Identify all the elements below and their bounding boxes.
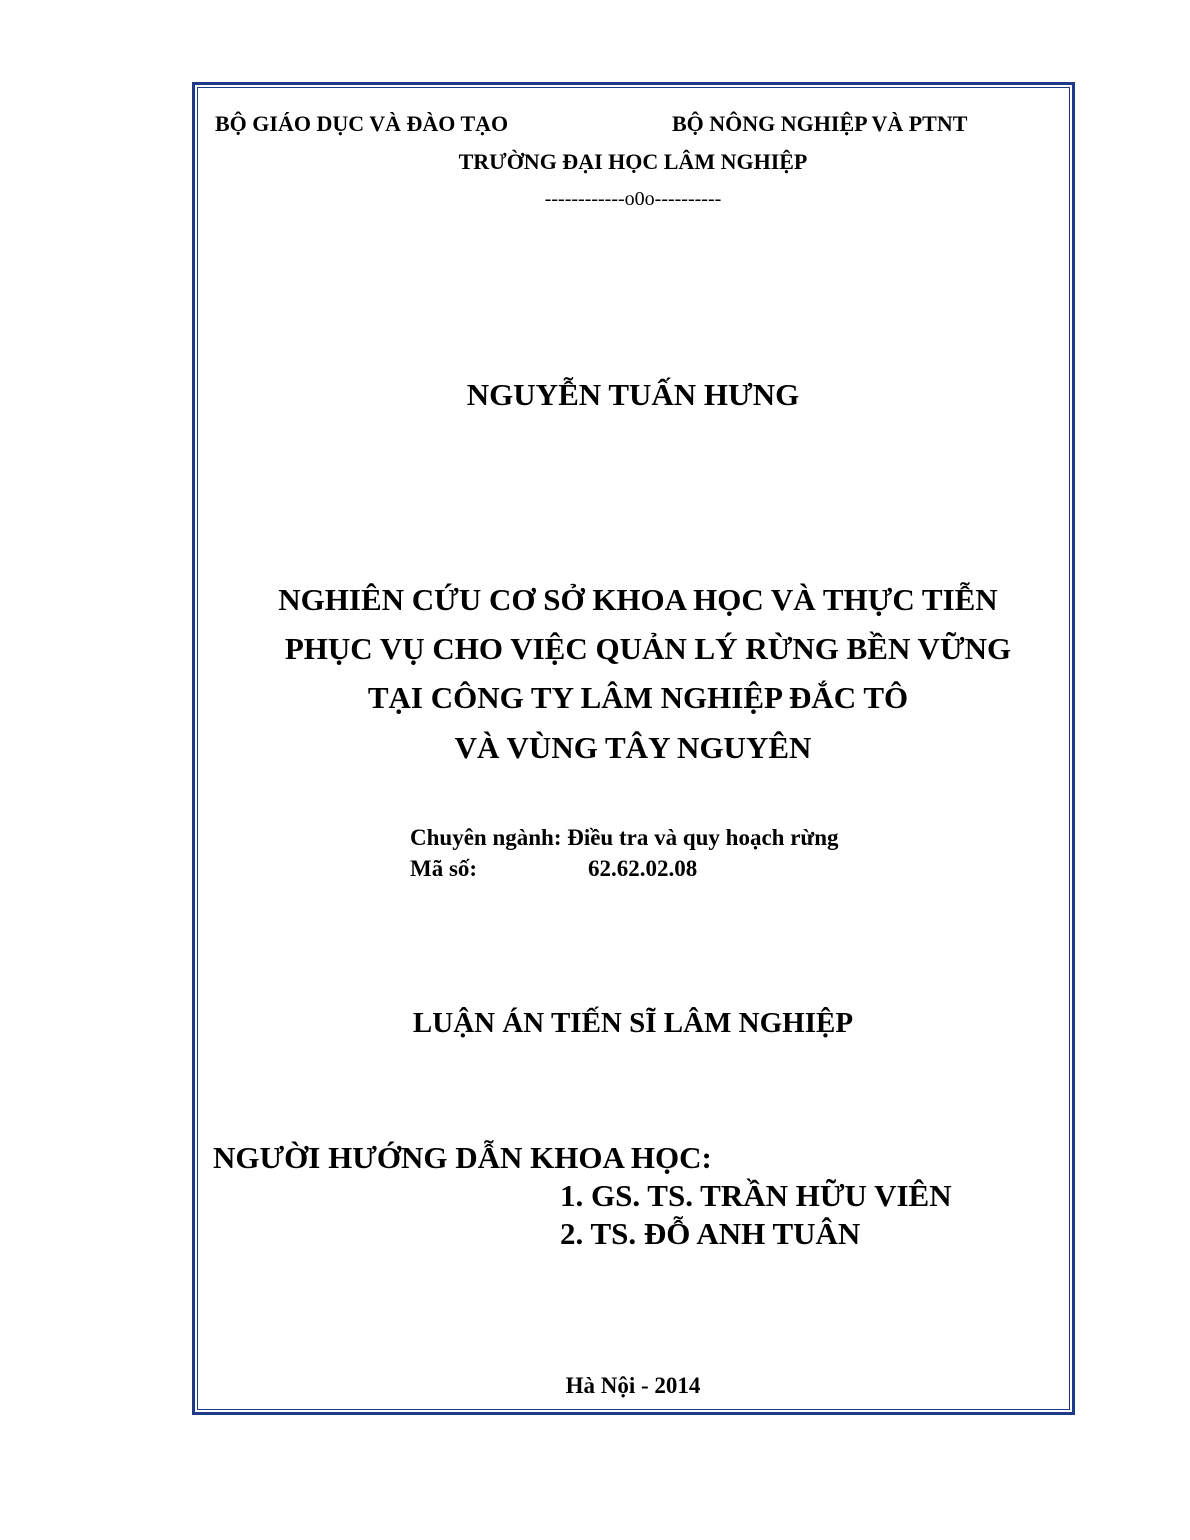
code-value: 62.62.02.08: [588, 856, 698, 881]
header-separator: ------------o0o----------: [544, 188, 722, 210]
title-line-4: VÀ VÙNG TÂY NGUYÊN: [454, 730, 812, 765]
university-name: TRƯỜNG ĐẠI HỌC LÂM NGHIỆP: [458, 149, 808, 174]
specialization-line: Chuyên ngành: Điều tra và quy hoạch rừng: [410, 825, 839, 850]
ministry-right: BỘ NÔNG NGHIỆP VÀ PTNT: [672, 111, 968, 136]
place-year: Hà Nội - 2014: [565, 1373, 701, 1398]
author-name: NGUYỄN TUẤN HƯNG: [466, 377, 800, 412]
title-line-2: PHỤC VỤ CHO VIỆC QUẢN LÝ RỪNG BỀN VỮNG: [284, 631, 1012, 666]
degree-title: LUẬN ÁN TIẾN SĨ LÂM NGHIỆP: [412, 1007, 854, 1039]
advisor-2: 2. TS. ĐỖ ANH TUÂN: [560, 1216, 861, 1251]
ministry-left: BỘ GIÁO DỤC VÀ ĐÀO TẠO: [215, 111, 509, 136]
title-line-1: NGHIÊN CỨU CƠ SỞ KHOA HỌC VÀ THỰC TIỄN: [278, 582, 998, 617]
advisors-heading: NGƯỜI HƯỚNG DẪN KHOA HỌC:: [213, 1140, 712, 1175]
title-line-3: TẠI CÔNG TY LÂM NGHIỆP ĐẮC TÔ: [367, 680, 909, 715]
advisor-1: 1. GS. TS. TRẦN HỮU VIÊN: [560, 1178, 952, 1213]
code-label: Mã số:: [410, 856, 478, 881]
